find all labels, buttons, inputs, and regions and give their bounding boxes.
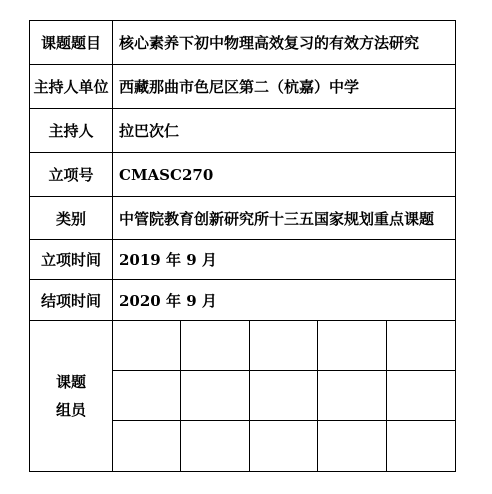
member-cell — [250, 421, 318, 471]
host-unit-value: 西藏那曲市色尼区第二（杭嘉）中学 — [119, 78, 360, 96]
row-approval-date — [30, 240, 455, 280]
project-number-label: 立项号 — [30, 153, 113, 196]
row-category — [30, 197, 455, 240]
topic-label: 课题题目 — [30, 21, 113, 64]
completion-date-value: 2020 年 9 月 — [119, 291, 217, 310]
project-info-table — [29, 20, 456, 472]
member-cell — [181, 321, 249, 371]
row-host-unit — [30, 65, 455, 109]
member-cell — [318, 421, 386, 471]
members-label-line2: 组员 — [55, 401, 86, 419]
row-project-number — [30, 153, 455, 197]
project-number-value: CMASC270 — [119, 165, 214, 184]
members-label-line1: 课题 — [55, 373, 86, 391]
row-host — [30, 109, 455, 153]
approval-date-value: 2019 年 9 月 — [119, 251, 217, 269]
member-cell — [113, 371, 181, 421]
row-members — [30, 321, 455, 471]
category-value: 中管院教育创新研究所十三五国家规划重点课题 — [119, 209, 435, 228]
member-cell — [181, 421, 249, 471]
host-value: 拉巴次仁 — [119, 122, 180, 140]
completion-date-label: 结项时间 — [30, 280, 113, 320]
members-grid — [113, 321, 455, 471]
member-cell — [318, 321, 386, 371]
member-cell — [387, 371, 455, 421]
row-completion-date — [30, 280, 455, 321]
member-cell — [250, 371, 318, 421]
member-cell — [113, 321, 181, 371]
host-unit-label: 主持人单位 — [30, 65, 113, 108]
approval-date-label: 立项时间 — [30, 240, 113, 279]
members-label — [30, 321, 113, 471]
member-cell — [250, 321, 318, 371]
topic-value: 核心素养下初中物理高效复习的有效方法研究 — [119, 34, 420, 52]
member-cell — [181, 371, 249, 421]
member-cell — [387, 421, 455, 471]
host-label: 主持人 — [30, 109, 113, 152]
member-cell — [113, 421, 181, 471]
row-topic — [30, 21, 455, 65]
category-label: 类别 — [30, 197, 113, 239]
member-cell — [387, 321, 455, 371]
member-cell — [318, 371, 386, 421]
